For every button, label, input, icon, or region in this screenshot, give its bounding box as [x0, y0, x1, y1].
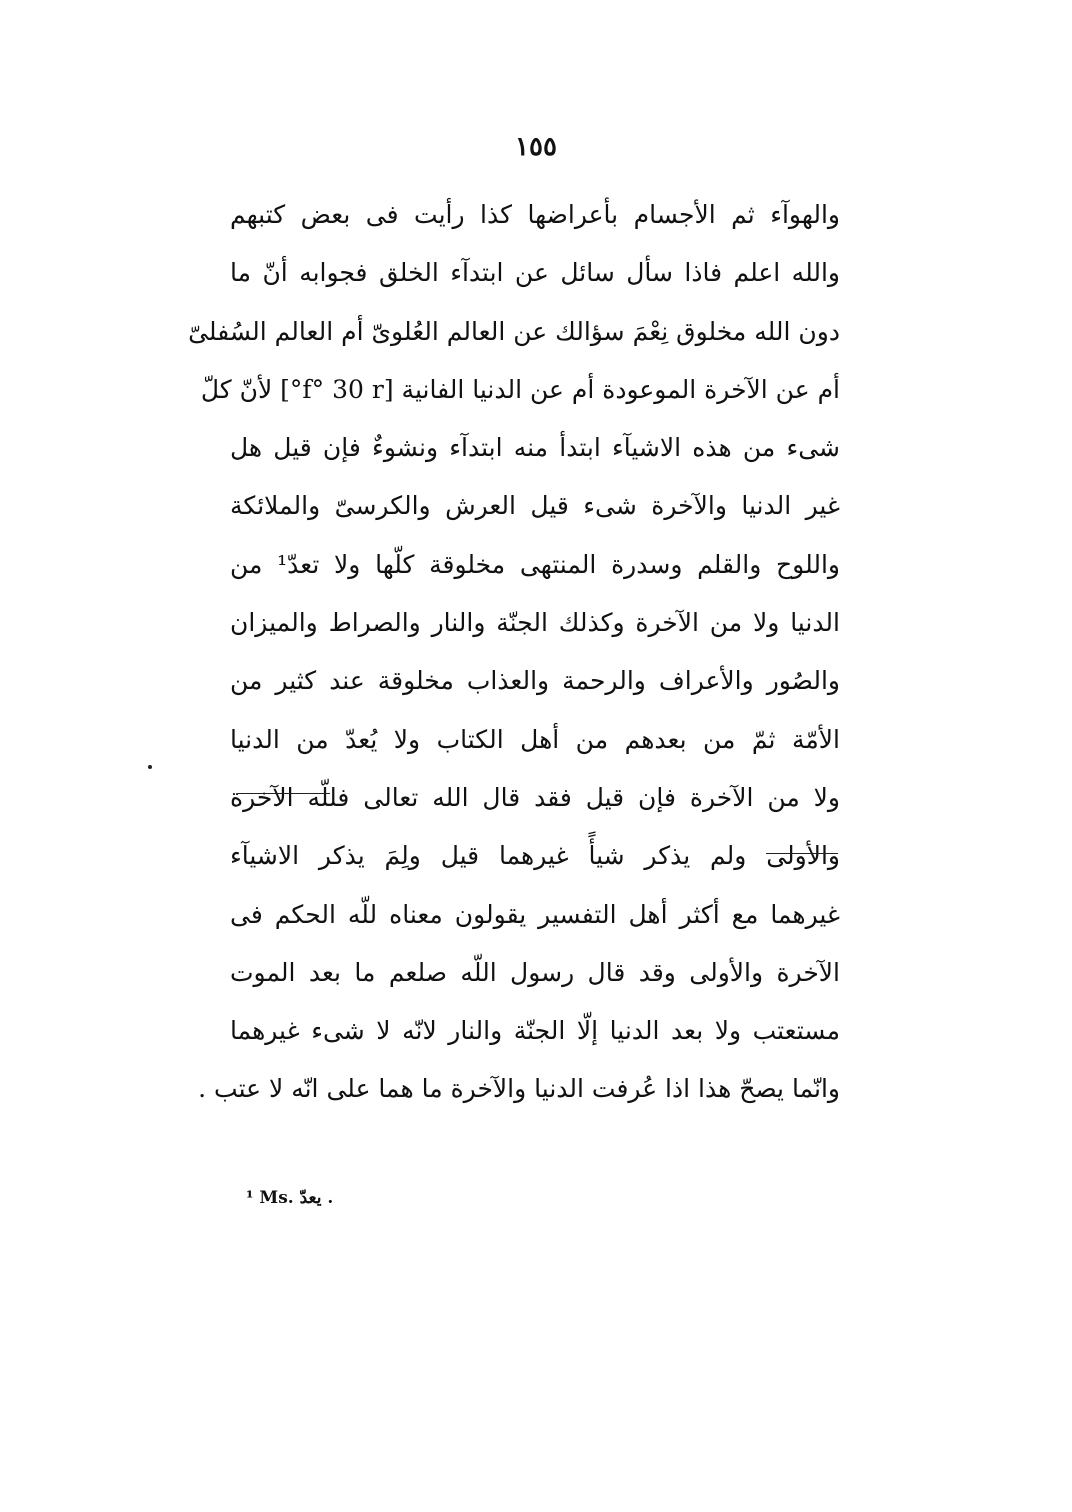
text-line: مستعتب ولا بعد الدنيا إلّا الجنّة والنار لانّه لا شىء غيرهما [230, 1016, 840, 1046]
text-line: والأولى ولم يذكر شيأً غيرهما قيل ولِمَ يذكر الاشيآء [230, 841, 840, 871]
text-line: واللوح والقلم وسدرة المنتهى مخلوقة كلّها ولا تعدّ¹ من [230, 549, 840, 579]
footnote [246, 1188, 333, 1208]
page-number: ١٥٥ [515, 132, 557, 162]
footnote-text: Ms. يعدّ . [259, 1188, 334, 1208]
text-line: أم عن الآخرة الموعودة أم عن الدنيا الفانية [f° 30 r°] لأنّ كلّ [200, 374, 840, 404]
text-line: والصُور والأعراف والرحمة والعذاب مخلوقة عند كثير من [230, 666, 840, 696]
text-line: الآخرة والأولى وقد قال رسول اللّه صلعم ما بعد الموت [230, 957, 840, 987]
text-line: الدنيا ولا من الآخرة وكذلك الجنّة والنار والصراط والميزان [230, 608, 840, 638]
text-line: غيرهما مع أكثر أهل التفسير يقولون معناه للّه الحكم فى [230, 899, 840, 929]
footnote-marker: ¹ [246, 1188, 254, 1208]
text-line: دون الله مخلوق نِعْمَ سؤالك عن العالم العُلوىّ أم العالم السُفلىّ [188, 316, 840, 346]
text-line: ولا من الآخرة فإن قيل فقد قال الله تعالى فللّه الآخرة [230, 782, 840, 812]
text-line: شىء من هذه الاشيآء ابتدأ منه ابتدآء ونشوءٌ فإن قيل هل [230, 433, 840, 463]
text-line: والهوآء ثم الأجسام بأعراضها كذا رأيت فى بعض كتبهم [230, 200, 840, 229]
text-line: الأمّة ثمّ من بعدهم من أهل الكتاب ولا يُعدّ من الدنيا [230, 724, 840, 754]
text-line: والله اعلم فاذا سأل سائل عن ابتدآء الخلق فجوابه أنّ ما [230, 258, 840, 288]
underline-mark [238, 793, 330, 794]
arabic-text-body [188, 186, 840, 1119]
ink-dot [148, 765, 152, 769]
text-line: غير الدنيا والآخرة شىء قيل العرش والكرسىّ والملائكة [230, 491, 840, 521]
underline-mark [766, 853, 838, 854]
text-line: وانّما يصحّ هذا اذا عُرفت الدنيا والآخرة ما هما على انّه لا عتب . [198, 1074, 840, 1104]
